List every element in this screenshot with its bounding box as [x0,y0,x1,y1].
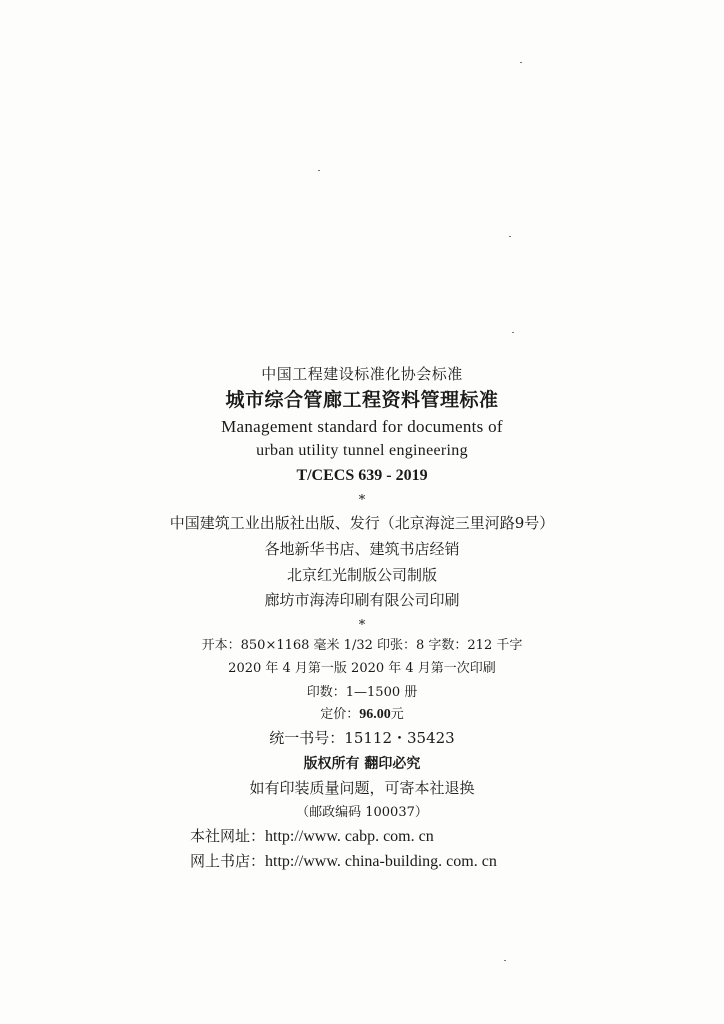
title-cn: 城市综合管廊工程资料管理标准 [225,389,499,411]
price-value: 96.00 [359,707,391,722]
scan-speck [520,62,522,63]
publisher-line: 中国建筑工业出版社出版、发行（北京海淀三里河路9号） [169,514,555,532]
postal-code: （邮政编码 100037） [296,805,428,820]
standard-code: T/CECS 639 - 2019 [296,467,428,484]
website-url[interactable]: http://www. cabp. com. cn [265,828,434,845]
website-line [190,829,434,845]
distributor-line: 各地新华书店、建筑书店经销 [264,540,460,558]
plate-maker-line: 北京红光制版公司制版 [286,566,437,584]
copyright-line: 版权所有 翻印必究 [303,756,421,772]
print-run: 印数：1—1500 册 [306,685,418,700]
website-label: 本社网址： [190,827,266,845]
isbn-line: 统一书号：15112・35423 [269,729,455,747]
scan-speck [512,332,514,333]
bookstore-url[interactable]: http://www. china-building. com. cn [265,853,497,870]
printer-line: 廊坊市海涛印刷有限公司印刷 [264,591,460,609]
bookstore-line [190,854,497,870]
association-standard: 中国工程建设标准化协会标准 [261,365,463,383]
scan-speck [509,236,511,237]
bookstore-label: 网上书店： [190,852,266,870]
scan-speck [504,960,506,961]
separator-star: * [358,493,366,508]
scan-speck [318,170,320,171]
title-en-line1: Management standard for documents of [221,417,503,436]
edition-line: 2020 年 4 月第一版 2020 年 4 月第一次印刷 [228,661,496,676]
price-unit: 元 [390,707,404,722]
return-notice: 如有印装质量问题，可寄本社退换 [249,779,475,797]
price-label: 定价： [320,707,360,722]
title-en-line2: urban utility tunnel engineering [256,442,468,459]
format-line: 开本：850×1168 毫米 1/32 印张：8 字数：212 千字 [201,638,523,653]
price-line [0,708,724,722]
separator-star: * [358,618,366,633]
